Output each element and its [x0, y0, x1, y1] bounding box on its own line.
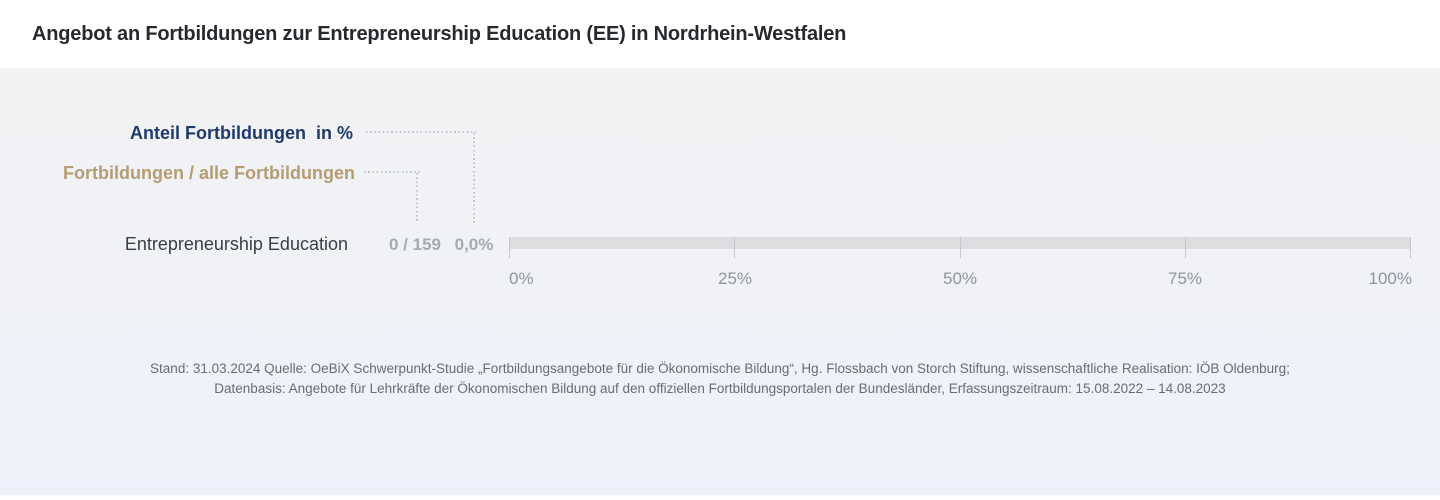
header [0, 0, 1440, 68]
category-label: Entrepreneurship Education [124, 234, 348, 254]
dotted-connector-percent-horizontal [366, 131, 476, 133]
footer-note [0, 359, 1440, 399]
footer-line-2: Datenbasis: Angebote für Lehrkräfte der Ökonomischen Bildung auf den offiziellen Fortbildungsportalen der Bundesländer, Erfassungszeitraum: 15.08.2022 – 14.08.2023 [214, 381, 1226, 396]
page-title: Angebot an Fortbildungen zur Entrepreneurship Education (EE) in Nordrhein-Westfalen [32, 22, 847, 45]
legend-ratio-label: Fortbildungen / alle Fortbildungen [63, 163, 355, 183]
axis-tick-0 [509, 237, 510, 258]
dotted-connector-percent-vertical [473, 133, 475, 224]
dotted-connector-ratio-horizontal [364, 171, 420, 173]
legend-percent-label: Anteil Fortbildungen in % [130, 123, 353, 143]
ratio-value: 0 / 159 [389, 235, 441, 254]
axis-tick-label-100: 100% [1368, 269, 1412, 288]
bottom-strip [0, 495, 1440, 500]
axis-tick-25 [734, 237, 735, 258]
axis-tick-50 [960, 237, 961, 258]
axis-tick-label-0: 0% [509, 269, 534, 288]
axis-tick-75 [1185, 237, 1186, 258]
percent-value: 0,0% [454, 235, 494, 254]
axis-tick-label-75: 75% [1167, 269, 1203, 288]
axis-tick-100 [1410, 237, 1411, 258]
axis-tick-label-50: 50% [942, 269, 978, 288]
footer-line-1: Stand: 31.03.2024 Quelle: OeBiX Schwerpunkt-Studie „Fortbildungsangebote für die Ökonomische Bildung“, Hg. Flossbach von Storch Stiftung, wissenschaftliche Realisation: IÖB Oldenburg; [150, 361, 1290, 376]
dotted-connector-ratio-vertical [416, 173, 418, 222]
axis-tick-label-25: 25% [717, 269, 753, 288]
